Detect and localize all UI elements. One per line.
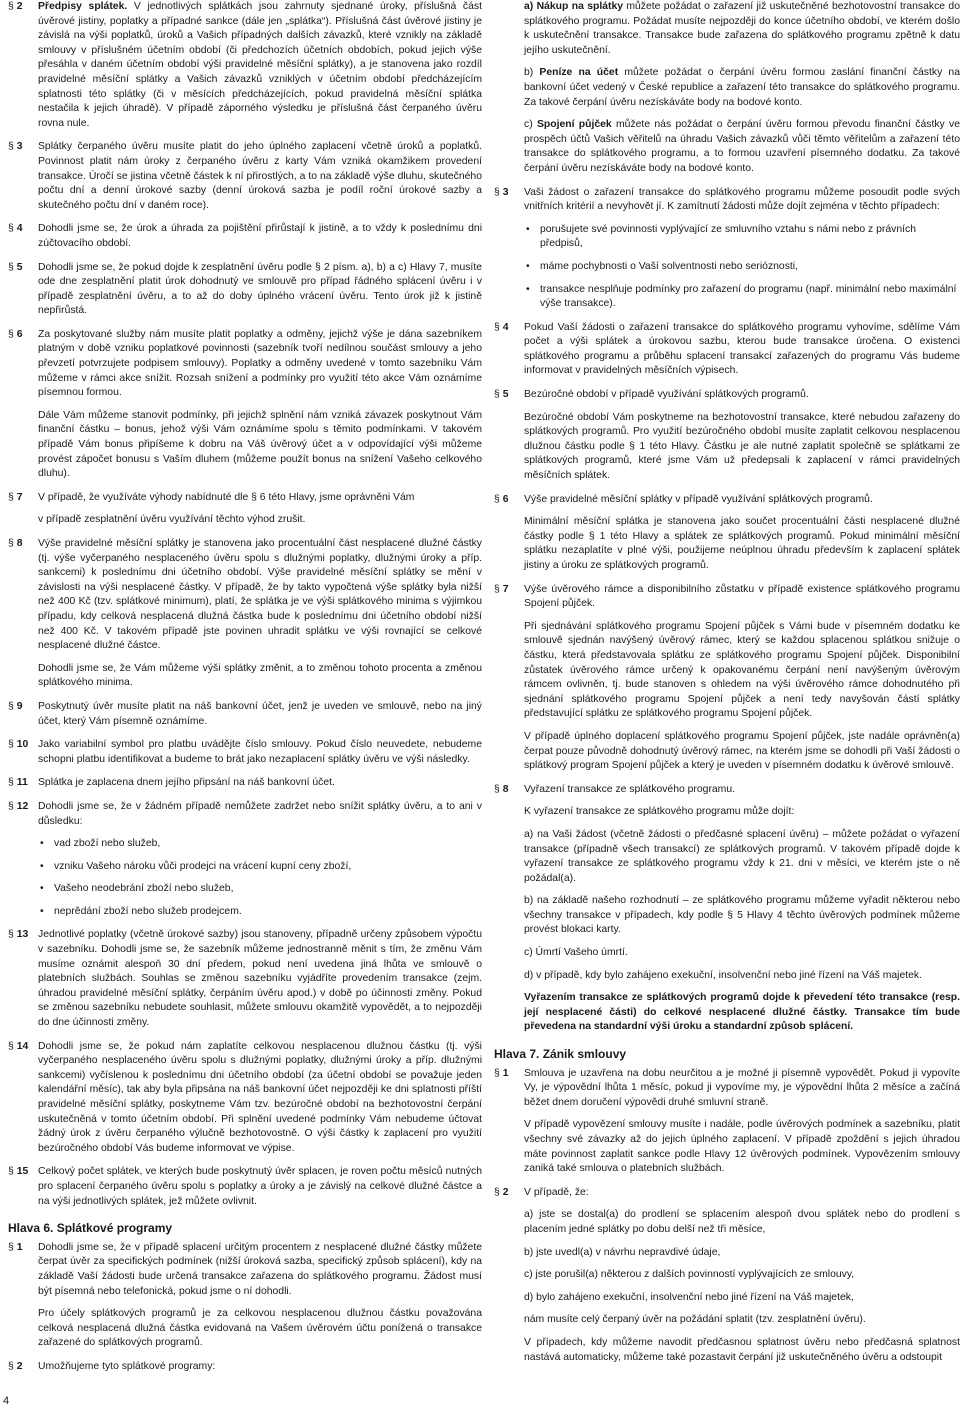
- section-number: § 12: [8, 800, 29, 812]
- section-number: § 14: [8, 1040, 29, 1052]
- list-item: • neprědání zboží nebo služeb prodejcem.: [38, 905, 482, 920]
- section-text: V případech, kdy můžeme navodit předčasnou splatnost úvěru nebo předčasná splatnost nastává automaticky, můžeme také pozastavit čerpání již uskutečněného úvěru a odstoupit: [524, 1336, 960, 1363]
- list-item: • vzniku Vašeho nároku vůči prodejci na vrácení kupní ceny zboží,: [38, 860, 482, 875]
- section-number: § 7: [8, 491, 23, 503]
- chapter6-section-8: [494, 783, 960, 1035]
- section-2: [8, 0, 482, 131]
- section-text: Při sjednávání splátkového programu Spojení půjček s Vámi bude v písemném dodatku ke smlouvě sjednán navýšený úvěrový rámec, který se každou splacenou splátkou snižuje o částku, která představovala splátku ze splátkového programu Spojení půjček. Disponibilní zůstatek úvěrového rámce určený k opakovanému čerpání není navýšeným úvěrovým rámcem ovlivněn, tj. bude stanoven s ohledem na výši úvěrového rámce dohodnutého při sjednání splátkového programu Spojení půjček a není tedy navyšován částí splátky představující splátku ze splátkového programu Spojení půjček.: [524, 620, 960, 720]
- section-14: [8, 1040, 482, 1157]
- section-number: § 2: [8, 1, 23, 12]
- section-text: Dohodli jsme se, že úrok a úhrada za pojištění přirůstají k jistině, a to vždy k poslednímu dni zúčtovacího období.: [38, 223, 482, 249]
- program-b: b) Peníze na účet můžete požádat o čerpání úvěru formou zaslání finanční částky na bankovní účet vedený v České republice a zařazení této transakce do splátkového programu. Za takové čerpání úvěru nezískáváte body na bodové konto.: [524, 67, 960, 108]
- section-8: [8, 537, 482, 691]
- section-number: § 3: [494, 186, 509, 198]
- section-text: d) bylo zahájeno exekuční, insolvenční nebo jiné řízení na Váš majetek,: [524, 1291, 854, 1303]
- section-text: Dohodli jsme se, že v případě splacení určitým procentem z nesplacené dlužné částky můžete čerpat úvěr za specifických podmínek (nižší úroková sazba, specifický způsob splácení), kdy na základě Vaší žádosti bude určená transakce zařazena do splátkového programu. Žádost musí být písemná nebo telefonická, pokud jsme o ní dohodli.: [38, 1241, 482, 1297]
- section-number: § 11: [8, 777, 28, 789]
- section-number: § 2: [494, 1186, 509, 1198]
- section-text: V případě úplného doplacení splátkového programu Spojení půjček, jste nadále oprávněn(a) čerpat pouze původně dohodnutý úvěrový rámec, na kterém jsme se dohodli při Vaší žádosti o splátkový program Spojení půjček a který je uveden v písemném dodatku k úvěrové smlouvě.: [524, 730, 960, 772]
- section-text: v případě zesplatnění úvěru využívání těchto výhod zrušit.: [38, 514, 306, 526]
- section-number: § 6: [494, 493, 509, 505]
- page-number: 4: [3, 1395, 10, 1407]
- section-number: § 5: [8, 261, 23, 273]
- section-text: Za poskytované služby nám musíte platit poplatky a odměny, jejichž výše je dána sazebníkem platným v době vzniku poplatkové povinnosti (sazebník tvoří nedílnou součást smlouvy a jeho převzetí potvrzujete podpisem smlouvy). Poplatky a odměny uvedené v tomto sazebníku Vám můžeme v rámci akce snížit. Rozsah snížení a podmínky pro využití této akce Vám oznámíme písemnou formou.: [38, 328, 482, 399]
- section-text: b) na základě našeho rozhodnutí – ze splátkového programu můžeme vyřadit některou nebo všechny transakce v případech, kdy podle § 5 Hlavy 4 těchto úvěrových podmínek můžeme provést blokaci karty.: [524, 895, 960, 936]
- section-text: nám musíte celý čerpaný úvěr na požádání splatit (tzv. zesplatnění úvěru).: [524, 1314, 866, 1326]
- section-text: V případě, že využíváte výhody nabídnuté dle § 6 této Hlavy, jsme oprávněni Vám: [38, 491, 415, 503]
- section-number: § 4: [8, 223, 23, 235]
- section-text: Výše pravidelné měsíční splátky je stanovena jako procentuální část nesplacené dlužné částky (tj. výše vyčerpaného nesplaceného úvěru spolu s dlužnými poplatky, dlužnými úroky a příp. sankcemi) k poslednímu dni účetního období. Výše pravidelné měsíční splátky se mění v závislosti na výši nesplacené částky. V případě, že by takto vypočtená výše splátky byla nižší než 400 Kč (tzv. splátkové minimum), platí, že splátka je ve výši splátkového minima s výjimkou případu, kdy celková nesplacená dlužná částka bude k poslednímu dni účetního období nižší než 400 Kč. V takovém případě jste povinen uhradit splátku ve výši rovnající se celkové nesplacené dlužné částce.: [38, 538, 482, 652]
- section-text: d) v případě, kdy bylo zahájeno exekuční, insolvenční nebo jiné řízení na Váš majetek.: [524, 969, 922, 981]
- section-11: [8, 776, 482, 791]
- section-text: V případě vypovězení smlouvy musíte i nadále, podle úvěrových podmínek a sazebníku, platit všechny své závazky až do jejich úplného zaplacení. V případě zpoždění s jejich úhradou máte povinnost zaplatit sankce podle Hlavy 12 úvěrových podmínek. Vypovězením smlouvy zaniká také smlouva o platebních službách.: [524, 1119, 960, 1175]
- right-column: [494, 0, 960, 1374]
- section-text: b) jste uvedl(a) v návrhu nepravdivé údaje,: [524, 1246, 721, 1258]
- section-text: V případě, že:: [524, 1186, 589, 1198]
- section-12: [8, 800, 482, 920]
- list-item: • máme pochybnosti o Vaší solventnosti nebo serióznosti,: [524, 260, 960, 275]
- section-10: [8, 738, 482, 767]
- paragraph-sign: §: [8, 1, 14, 12]
- section-text: Jednotlivé poplatky (včetně úrokové sazby) jsou stanoveny, případně určeny způsobem výpočtu v sazebníku. Dohodli jsme se, že sazebník můžeme jednostranně měnit s tím, že změnu Vám musíme oznámit alespoň 30 dní předem, pokud není uvedena jiná lhůta ve smlouvě o platebních službách. Souhlas se změnou sazebníku vyjádříte provedením transakce (zejm. úhradou pravidelné měsíční splátky, čerpáním úvěru apod.) v době po účinnosti změny. Pokud se změnou sazebníku nebudete souhlasit, můžete smlouvu okamžitě vypovědět, a to nejpozději do dne účinnosti změny.: [38, 929, 482, 1029]
- section-text: Smlouva je uzavřena na dobu neurčitou a je možné ji písemně vypovědět. Pokud ji vypovíte Vy, je výpovědní lhůta 1 měsíc, pokud ji vypovíme my, je výpovědní lhůta 2 měsíce a začíná běžet dnem doručení výpovědi druhé smluvní straně.: [524, 1067, 960, 1108]
- section-number: § 8: [494, 783, 509, 795]
- list-item: • transakce nesplňuje podmínky pro zařazení do programu (např. minimální nebo maximální výše transakce).: [524, 283, 960, 312]
- section-number: § 2: [8, 1360, 23, 1372]
- section-text: Vyřazení transakce ze splátkového programu.: [524, 783, 735, 795]
- chapter-heading: Hlava 6. Splátkové programy: [8, 1221, 173, 1236]
- section-text: K vyřazení transakce ze splátkového programu může dojít:: [524, 806, 795, 818]
- section-number: § 1: [8, 1241, 23, 1253]
- section-text: Bezúročné období Vám poskytneme na bezhotovostní transakce, které nebudou zařazeny do splátkových programů. Pro využití bezúročného období musíte zaplatit celkovou nesplacenou dlužnou částku podle § 1 této Hlavy. Částku je ale nutné zaplatit společně se splátkami ze splátkových programů, které jsme Vám už předepsali k zaplacení v rámci pravidelných měsíčních splátek.: [524, 411, 960, 482]
- section-text: Dále Vám můžeme stanovit podmínky, při jejichž splnění nám vzniká závazek poskytnout Vám finanční částku – bonus, jehož výši Vám oznámíme spolu s těmito podmínkami. V takovém případě Vám bonus připíšeme k dobru na Váš úvěrový účet a v odpovídající výši můžeme provést zápočet bonusu s Vaším dluhem (můžeme použít bonus na snížení Vašeho celkového dluhu).: [38, 409, 482, 480]
- section-text: c) jste porušil(a) některou z dalších povinností vyplývajících ze smlouvy,: [524, 1269, 855, 1281]
- section-text: c) Úmrtí Vašeho úmrtí.: [524, 947, 628, 959]
- bullet-list: [38, 837, 482, 919]
- section-text: Výše pravidelné měsíční splátky v případě využívání splátkových programů.: [524, 493, 873, 505]
- left-column: [8, 0, 482, 1384]
- chapter6-section-1: [8, 1241, 482, 1351]
- section-text: Dohodli jsme se, že pokud nám zaplatíte celkovou nesplacenou dlužnou částku (tj. výši vyčerpaného nesplaceného úvěru spolu s dlužnými poplatky, dlužnými úroky a příp. dlužnými sankcemi) vyčíslenou k poslednímu dni účetního období (za účetní období se považuje jeden kalendářní měsíc), tak aby byla připsána na náš bankovní účet nejpozději ke dni splatnosti příští pravidelné měsíční splátky, poskytneme Vám tzv. bezúročné období na bezhotovostní čerpání uskutečněná v tomto účetním období. Při splnění uvedené podmínky Vám nebudeme účtovat žádný úrok z úvěru čerpaného výlučně bezhotovostně. O výši částky k zaplacení pro využití bezúročného období Vás budeme informovat ve výpise.: [38, 1040, 482, 1154]
- section-text: Dohodli jsme se, že Vám můžeme výši splátky změnit, a to změnou tohoto procenta a změnou splátkového minima.: [38, 662, 482, 689]
- list-item: • Vašeho neodebrání zboží nebo služeb,: [38, 882, 482, 897]
- chapter6-section-7: [494, 583, 960, 774]
- chapter7-section-1: [494, 1067, 960, 1177]
- section-text: Pokud Vaší žádosti o zařazení transakce do splátkového programu vyhovíme, sdělíme Vám počet a výši splátek a úrokovou sazbu, kterou bude transakce úročena. O existenci splátkového programu a průběhu splacení transakcí zařazených do programu Vás budeme informovat v pravidelných měsíčních výpisech.: [524, 321, 960, 377]
- section-number: § 13: [8, 929, 29, 941]
- list-item: • vad zboží nebo služeb,: [38, 837, 482, 852]
- section-4: [8, 222, 482, 251]
- section-text: Poskytnutý úvěr musíte platit na náš bankovní účet, jenž je uveden ve smlouvě, nebo na jiný účet, který Vám písemně oznámíme.: [38, 700, 482, 727]
- section-text: Minimální měsíční splátka je stanovena jako součet procentuální části nesplacené dlužné částky podle § 1 této Hlavy a splátek ze splátkových programů. Pokud minimální měsíční splátku nezaplatíte v plné výši, použijeme neúplnou úhradu především k zaplacení splátek jistiny a úroku ze splátkových programů.: [524, 516, 960, 571]
- chapter6-section-5: [494, 388, 960, 484]
- section-number: § 1: [494, 1067, 509, 1079]
- section-number: § 9: [8, 700, 23, 712]
- chapter-heading: Hlava 7. Zánik smlouvy: [494, 1047, 627, 1062]
- chapter6-section-2: [8, 1360, 482, 1375]
- programs-list: [494, 0, 960, 177]
- section-number: § 4: [494, 321, 509, 333]
- chapter6-section-6: [494, 493, 960, 574]
- chapter6-section-4: [494, 321, 960, 379]
- section-text: Umožňujeme tyto splátkové programy:: [38, 1360, 216, 1372]
- section-text: Dohodli jsme se, že v žádném případě nemůžete zadržet nebo snížit splátky úvěru, a to ani v důsledku:: [38, 800, 482, 827]
- section-text: Pro účely splátkových programů je za celkovou nesplacenou dlužnou částku považována celková nesplacená dlužná částka evidovaná na Vašem úvěrovém účtu ponížená o transakce zařazené do splátkových programů.: [38, 1308, 482, 1349]
- section-9: [8, 700, 482, 729]
- section-lead: Předpisy splátek.: [38, 1, 128, 12]
- section-number: § 6: [8, 328, 23, 340]
- section-number: § 5: [494, 389, 509, 401]
- section-text: Dohodli jsme se, že pokud dojde k zesplatnění úvěru podle § 2 písm. a), b) a c) Hlavy 7, musíte ode dne zesplatnění platit úrok dohodnutý ve smlouvě pro případ řádného splácení úvěru i v případě zesplatnění úvěru, a to až do doby úplného vrácení úvěru. Tento úrok již k jistině nepřirůstá.: [38, 261, 482, 317]
- section-5: [8, 261, 482, 319]
- section-15: [8, 1165, 482, 1209]
- chapter6-section-3: [494, 186, 960, 312]
- section-text: Splátka je zaplacena dnem jejího připsání na náš bankovní účet.: [38, 777, 335, 789]
- section-13: [8, 928, 482, 1030]
- section-text: Jako variabilní symbol pro platbu uvádějte číslo smlouvy. Pokud číslo neuvedete, nebudeme schopni platbu identifikovat a budeme to brát jako nezaplacení splátky úvěru ve výši následky.: [38, 739, 482, 765]
- section-number: § 8: [8, 538, 23, 549]
- section-text: Vaši žádost o zařazení transakce do splátkového programu můžeme posoudit podle svých vnitřních kritérií a nevyhovět jí. K zamítnutí žádosti může dojít zejména v těchto případech:: [524, 186, 960, 213]
- section-text: Splátky čerpaného úvěru musíte platit do jeho úplného zaplacení včetně úroků a poplatků. Povinnost platit nám úroky z čerpaného úvěru z karty Vám vzniká okamžikem provedení transakce. Úročí se jistina včetně částek k ní přirostlých, a to na základě výše dluhu, skutečného počtu dní a denní úrokové sazby (denní úroková sazba je podíl roční úrokové sazby a skutečného počtu dní v daném roce).: [38, 141, 482, 211]
- section-number: § 7: [494, 583, 509, 595]
- section-text-bold: Vyřazením transakce ze splátkových programů dojde k převedení této transakce (resp. její nesplacené části) do celkové nesplacené dlužné částky. Transakce tím bude převedena na standardní výši úroku a standardní způsob splácení.: [524, 992, 960, 1033]
- section-text: Výše úvěrového rámce a disponibilního zůstatku v případě existence splátkového programu Spojení půjček.: [524, 583, 960, 610]
- bullet-list: [524, 223, 960, 312]
- list-item: • porušujete své povinnosti vyplývající ze smluvního vztahu s námi nebo z právních předpisů,: [524, 223, 960, 252]
- program-a: a) Nákup na splátky můžete požádat o zařazení již uskutečněné bezhotovostní transakce do splátkového programu. Požádat musíte nejpozději do konce účetního období, ve kterém došlo k uskutečnění transakce. Transakce bude zařazena do splátkového programu zpětně k datu jejího uskutečnění.: [524, 1, 960, 56]
- section-text: a) na Vaši žádost (včetně žádosti o předčasné splacení úvěru) – můžete požádat o vyřazení transakce (případně všech transakcí) ze splátkových programů. V takovém případě dojde k vyřazení transakce ze splátkového programu vždy k 21. dni v měsíci, ve kterém jste o ně požádal(a).: [524, 828, 960, 884]
- section-7: [8, 491, 482, 528]
- section-text: Předpisy splátek. V jednotlivých splátkách jsou zahrnuty sjednané úroky, příslušná část úvěrové jistiny, poplatky a případné sankce (dále jen „splátka“). Příslušná část úvěrové jistiny je závislá na výši poplatků, úroků a Vašich případných dalších závazků, které vznikly na základě smlouvy v příslušném účetním období (či předchozích účetních obdobích, pokud jejich výše přesáhla v daném účetním období výši pravidelné měsíční splátky), a je stanovena jako rozdíl pravidelné měsíční splátky a Vašich závazků vzniklých v účetním období předcházejícím splatnosti této splátky (či v měsících předcházejících, pokud pravidelná měsíční splátka nestačila k jejich úhradě). V případě záporného výsledku je příslušná část čerpaného úvěru rovna nule.: [38, 1, 482, 129]
- section-number: § 3: [8, 141, 23, 153]
- program-c: c) Spojení půjček můžete nás požádat o čerpání úvěru formou převodu finanční částky ve prospěch účtů Vašich věřitelů na úhradu Vašich závazků vůči těmto věřitelům a zařazení této transakce do splátkového programu, a to formou uzavření písemného dodatku. Za takové čerpání úvěru nezískáváte body na bodové konto.: [524, 119, 960, 174]
- section-number: § 15: [8, 1166, 29, 1178]
- section-3: [8, 140, 482, 213]
- section-number: § 10: [8, 739, 29, 751]
- chapter7-section-2: [494, 1186, 960, 1365]
- section-text: Bezúročné období v případě využívání splátkových programů.: [524, 389, 809, 401]
- section-6: [8, 328, 482, 482]
- section-text: Celkový počet splátek, ve kterých bude poskytnutý úvěr splacen, je roven počtu měsíců nutných pro splacení čerpaného úvěru spolu s poplatky a úroky a je závislý na celkové dlužné částce a na výši jednotlivých splátek, jež můžete ovlivnit.: [38, 1166, 482, 1207]
- section-text: a) jste se dostal(a) do prodlení se splacením alespoň dvou splátek nebo do prodlení s placením jedné splátky po dobu delší než tři měsíce,: [524, 1209, 960, 1235]
